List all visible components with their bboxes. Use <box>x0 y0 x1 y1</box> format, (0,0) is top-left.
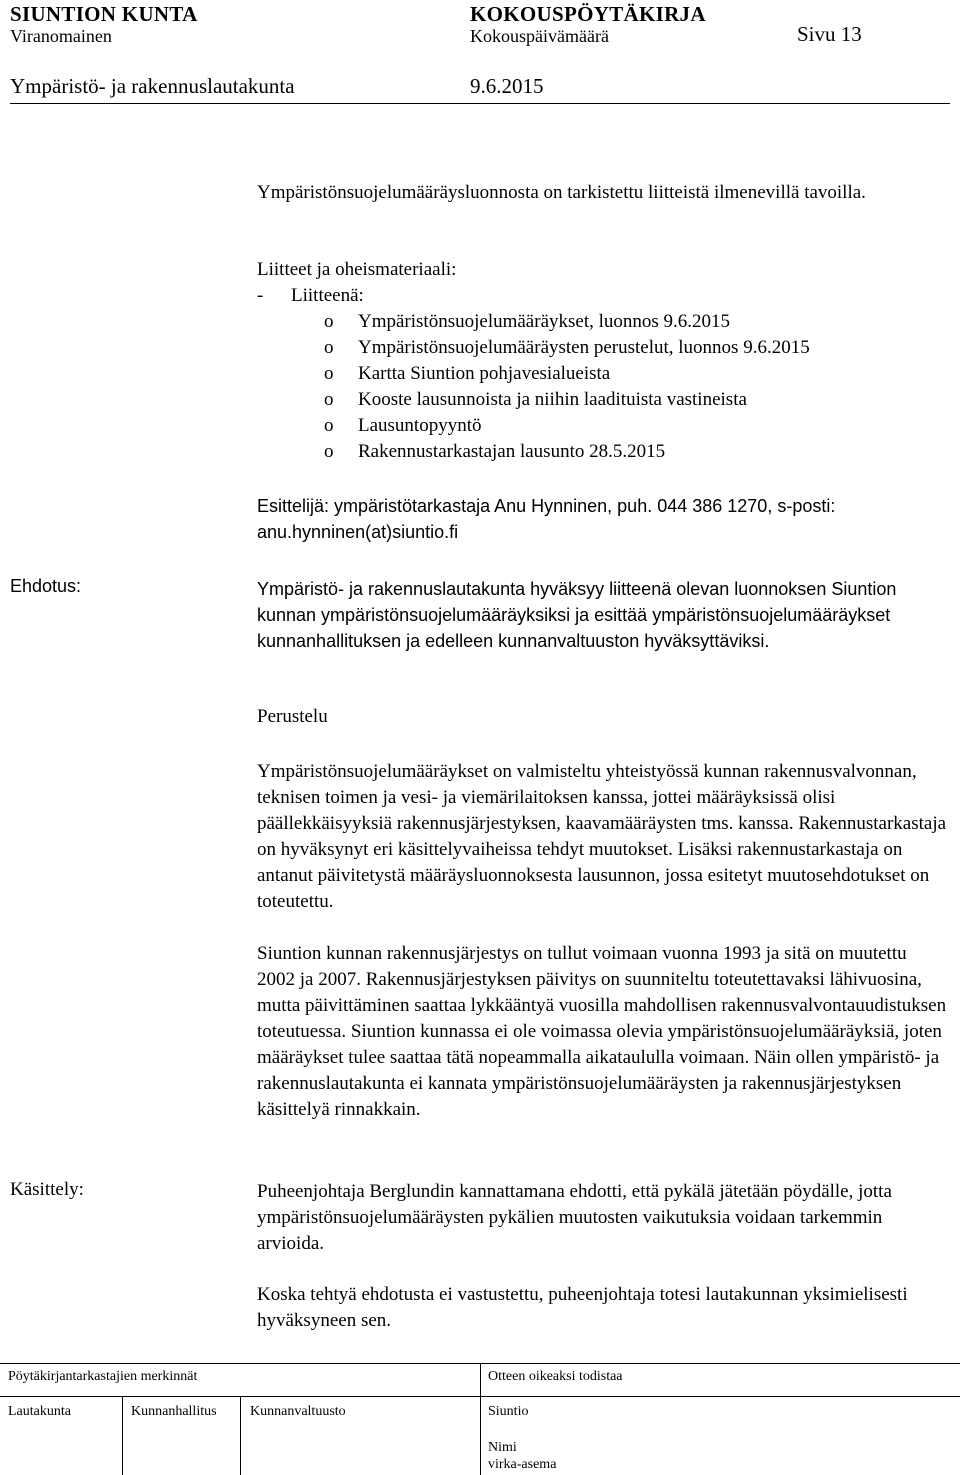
attachments-dash: - <box>257 285 264 306</box>
footer-divider <box>480 1363 481 1475</box>
processing-text-1: Puheenjohtaja Berglundin kannattamana ehdotti, että pykälä jätetään pöydälle, jotta ympäristönsuojelumääräysten pykälien muutosten vaikutuksia voidaan tarkemmin arvioida. <box>257 1181 892 1254</box>
committee-name: Ympäristö- ja rakennuslautakunta <box>10 74 295 98</box>
meeting-date: 9.6.2015 <box>470 74 544 98</box>
list-bullet: o <box>324 337 334 358</box>
processing-paragraph-2 <box>257 1282 947 1334</box>
meeting-date-label: Kokouspäivämäärä <box>470 26 609 46</box>
processing-paragraph-1 <box>257 1179 947 1257</box>
list-item: Ympäristönsuojelumääräykset, luonnos 9.6.2015 <box>358 311 731 332</box>
list-bullet: o <box>324 389 334 410</box>
page-number: Sivu 13 <box>797 22 862 46</box>
proposal-label: Ehdotus: <box>10 576 82 596</box>
certified-label: Otteen oikeaksi todistaa <box>488 1369 623 1384</box>
list-item: Ympäristönsuojelumääräysten perustelut, luonnos 9.6.2015 <box>358 337 810 358</box>
presenter-line: Esittelijä: ympäristötarkastaja Anu Hynninen, puh. 044 386 1270, s-posti: <box>257 496 836 516</box>
rationale-text-1: Ympäristönsuojelumääräykset on valmisteltu yhteistyössä kunnan rakennusvalvonnan, teknisen toimen ja vesi- ja viemärilaitoksen kanssa, jottei määräyksissä olisi päällekkäisyyksiä rakennusjärjestyksen, kaavamääräysten tms. kanssa. Rakennustarkastaja on hyväksynyt eri käsittelyvaiheissa tehdyt muutokset. Lisäksi rakennustarkastaja on antanut päivitetystä määräysluonnoksesta lausunnon, jossa esitetyt muutosehdotukset on toteutettu. <box>257 761 947 912</box>
list-item: Kartta Siuntion pohjavesialueista <box>358 363 611 384</box>
name-label: Nimi <box>488 1440 517 1455</box>
signatures-label: Pöytäkirjantarkastajien merkinnät <box>8 1369 198 1384</box>
attachments-sublabel: Liitteenä: <box>291 285 364 306</box>
list-item: Rakennustarkastajan lausunto 28.5.2015 <box>358 441 666 462</box>
list-bullet: o <box>324 415 334 436</box>
footer-col-divider-1 <box>122 1396 123 1475</box>
title-label: virka-asema <box>488 1457 557 1472</box>
proposal-paragraph <box>257 576 947 654</box>
column-board: Lautakunta <box>8 1404 71 1419</box>
proposal-text: Ympäristö- ja rakennuslautakunta hyväksyy liitteenä olevan luonnoksen Siuntion kunnan ympäristönsuojelumääräyksiksi ja esittää ympäristönsuojelumääräykset kunnanhallituksen ja edelleen kunnanvaltuuston hyväksyttäviksi. <box>257 579 897 651</box>
footer-mid-rule <box>0 1396 960 1397</box>
processing-label: Käsittely: <box>10 1179 84 1200</box>
intro-text: Ympäristönsuojelumääräysluonnosta on tarkistettu liitteistä ilmenevillä tavoilla. <box>257 182 866 203</box>
list-bullet: o <box>324 363 334 384</box>
rationale-paragraph-2 <box>257 941 947 1123</box>
document-type: KOKOUSPÖYTÄKIRJA <box>470 2 706 26</box>
list-bullet: o <box>324 311 334 332</box>
place-label: Siuntio <box>488 1404 529 1419</box>
footer-col-divider-2 <box>240 1396 241 1475</box>
list-bullet: o <box>324 441 334 462</box>
column-council: Kunnanvaltuusto <box>250 1404 346 1419</box>
rationale-heading: Perustelu <box>257 706 328 727</box>
rationale-text-2: Siuntion kunnan rakennusjärjestys on tullut voimaan vuonna 1993 ja sitä on muutettu 2002 ja 2007. Rakennusjärjestyksen päivitys on suunniteltu toteutettavaksi lähivuosina, mutta päivittäminen saattaa lykkääntyä vuosilla mahdollisen rakennusvalvontauudistuksen toteutuessa. Siuntion kunnassa ei ole voimassa olevia ympäristönsuojelumääräyksiä, joten määräykset tulee saattaa tätä nopeammalla aikataululla voimaan. Näin ollen ympäristö- ja rakennuslautakunta ei kannata ympäristönsuojelumääräysten ja rakennusjärjestyksen käsittelyä rinnakkain. <box>257 943 947 1120</box>
list-item: Kooste lausunnoista ja niihin laadituista vastineista <box>358 389 747 410</box>
list-item: Lausuntopyyntö <box>358 415 482 436</box>
authority-label: Viranomainen <box>10 26 112 46</box>
processing-text-2: Koska tehtyä ehdotusta ei vastustettu, puheenjohtaja totesi lautakunnan yksimielisesti hyväksyneen sen. <box>257 1284 908 1331</box>
org-name: SIUNTION KUNTA <box>10 2 198 26</box>
rationale-paragraph-1 <box>257 759 947 915</box>
attachments-heading: Liitteet ja oheismateriaali: <box>257 259 457 280</box>
intro-paragraph <box>257 180 942 206</box>
column-executive: Kunnanhallitus <box>131 1404 217 1419</box>
presenter-email: anu.hynninen(at)siuntio.fi <box>257 522 459 542</box>
header-rule <box>10 103 950 104</box>
